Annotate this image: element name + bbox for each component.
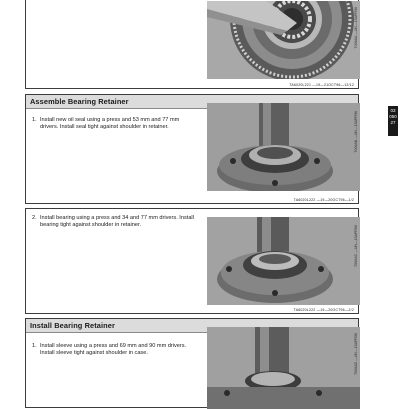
instruction-step: [32, 343, 196, 357]
step-text: Install new oil seal using a press and 53 mm and 77 mm drivers. Install seal tight against shoulder in retainer.: [40, 117, 180, 130]
section-title: Install Bearing Retainer: [30, 321, 115, 330]
step-number: 1.: [32, 117, 37, 123]
photo-code: T006AC —UN—15APR96: [354, 225, 358, 267]
step-number: 1.: [32, 343, 37, 349]
instruction-step: [32, 117, 196, 131]
step-text: Install sleeve using a press and 69 mm and 90 mm drivers. Install sleeve tight against shoulder in case.: [40, 343, 187, 356]
figure-reference: TA6020L222 —19—20OCT96—2/2: [293, 308, 354, 312]
sleeve-case-illustration: [207, 327, 360, 409]
bearing-retainer-illustration: [207, 217, 360, 305]
section-tab-line: 27: [390, 120, 396, 125]
section-tab-line: 03: [390, 108, 396, 113]
install-bearing-retainer-panel: [25, 318, 359, 408]
step-number: 2.: [32, 215, 37, 221]
section-title: Assemble Bearing Retainer: [30, 97, 129, 106]
oil-seal-photo: [207, 103, 360, 191]
step-text: Install bearing using a press and 34 and 77 mm drivers. Install bearing tight against shoulder in retainer.: [40, 215, 194, 228]
figure-reference: TA6020L221 —19—21OCT96—12/12: [289, 83, 354, 87]
assemble-bearing-retainer-panel: [25, 94, 359, 204]
section-tab: [388, 106, 398, 136]
figure-reference: TA6020L222 —19—20OCT96—1/2: [293, 198, 354, 202]
photo-code: T006AD —UN—15APR96: [354, 333, 358, 375]
bearing-retainer-seal-illustration: [207, 103, 360, 191]
gear-bearing-photo: [207, 1, 360, 79]
instruction-step: [32, 215, 196, 229]
photo-code: T006AB —UN—15APR96: [354, 111, 358, 153]
photo-code: T006AA —UN—15APR96: [354, 7, 358, 49]
bearing-install-photo: [207, 217, 360, 305]
sleeve-install-photo: [207, 327, 360, 409]
gear-bearing-illustration: [207, 1, 360, 79]
section-tab-line: 050: [389, 114, 397, 119]
install-bearing-step-panel: [25, 208, 359, 314]
top-photo-panel: [25, 0, 359, 89]
